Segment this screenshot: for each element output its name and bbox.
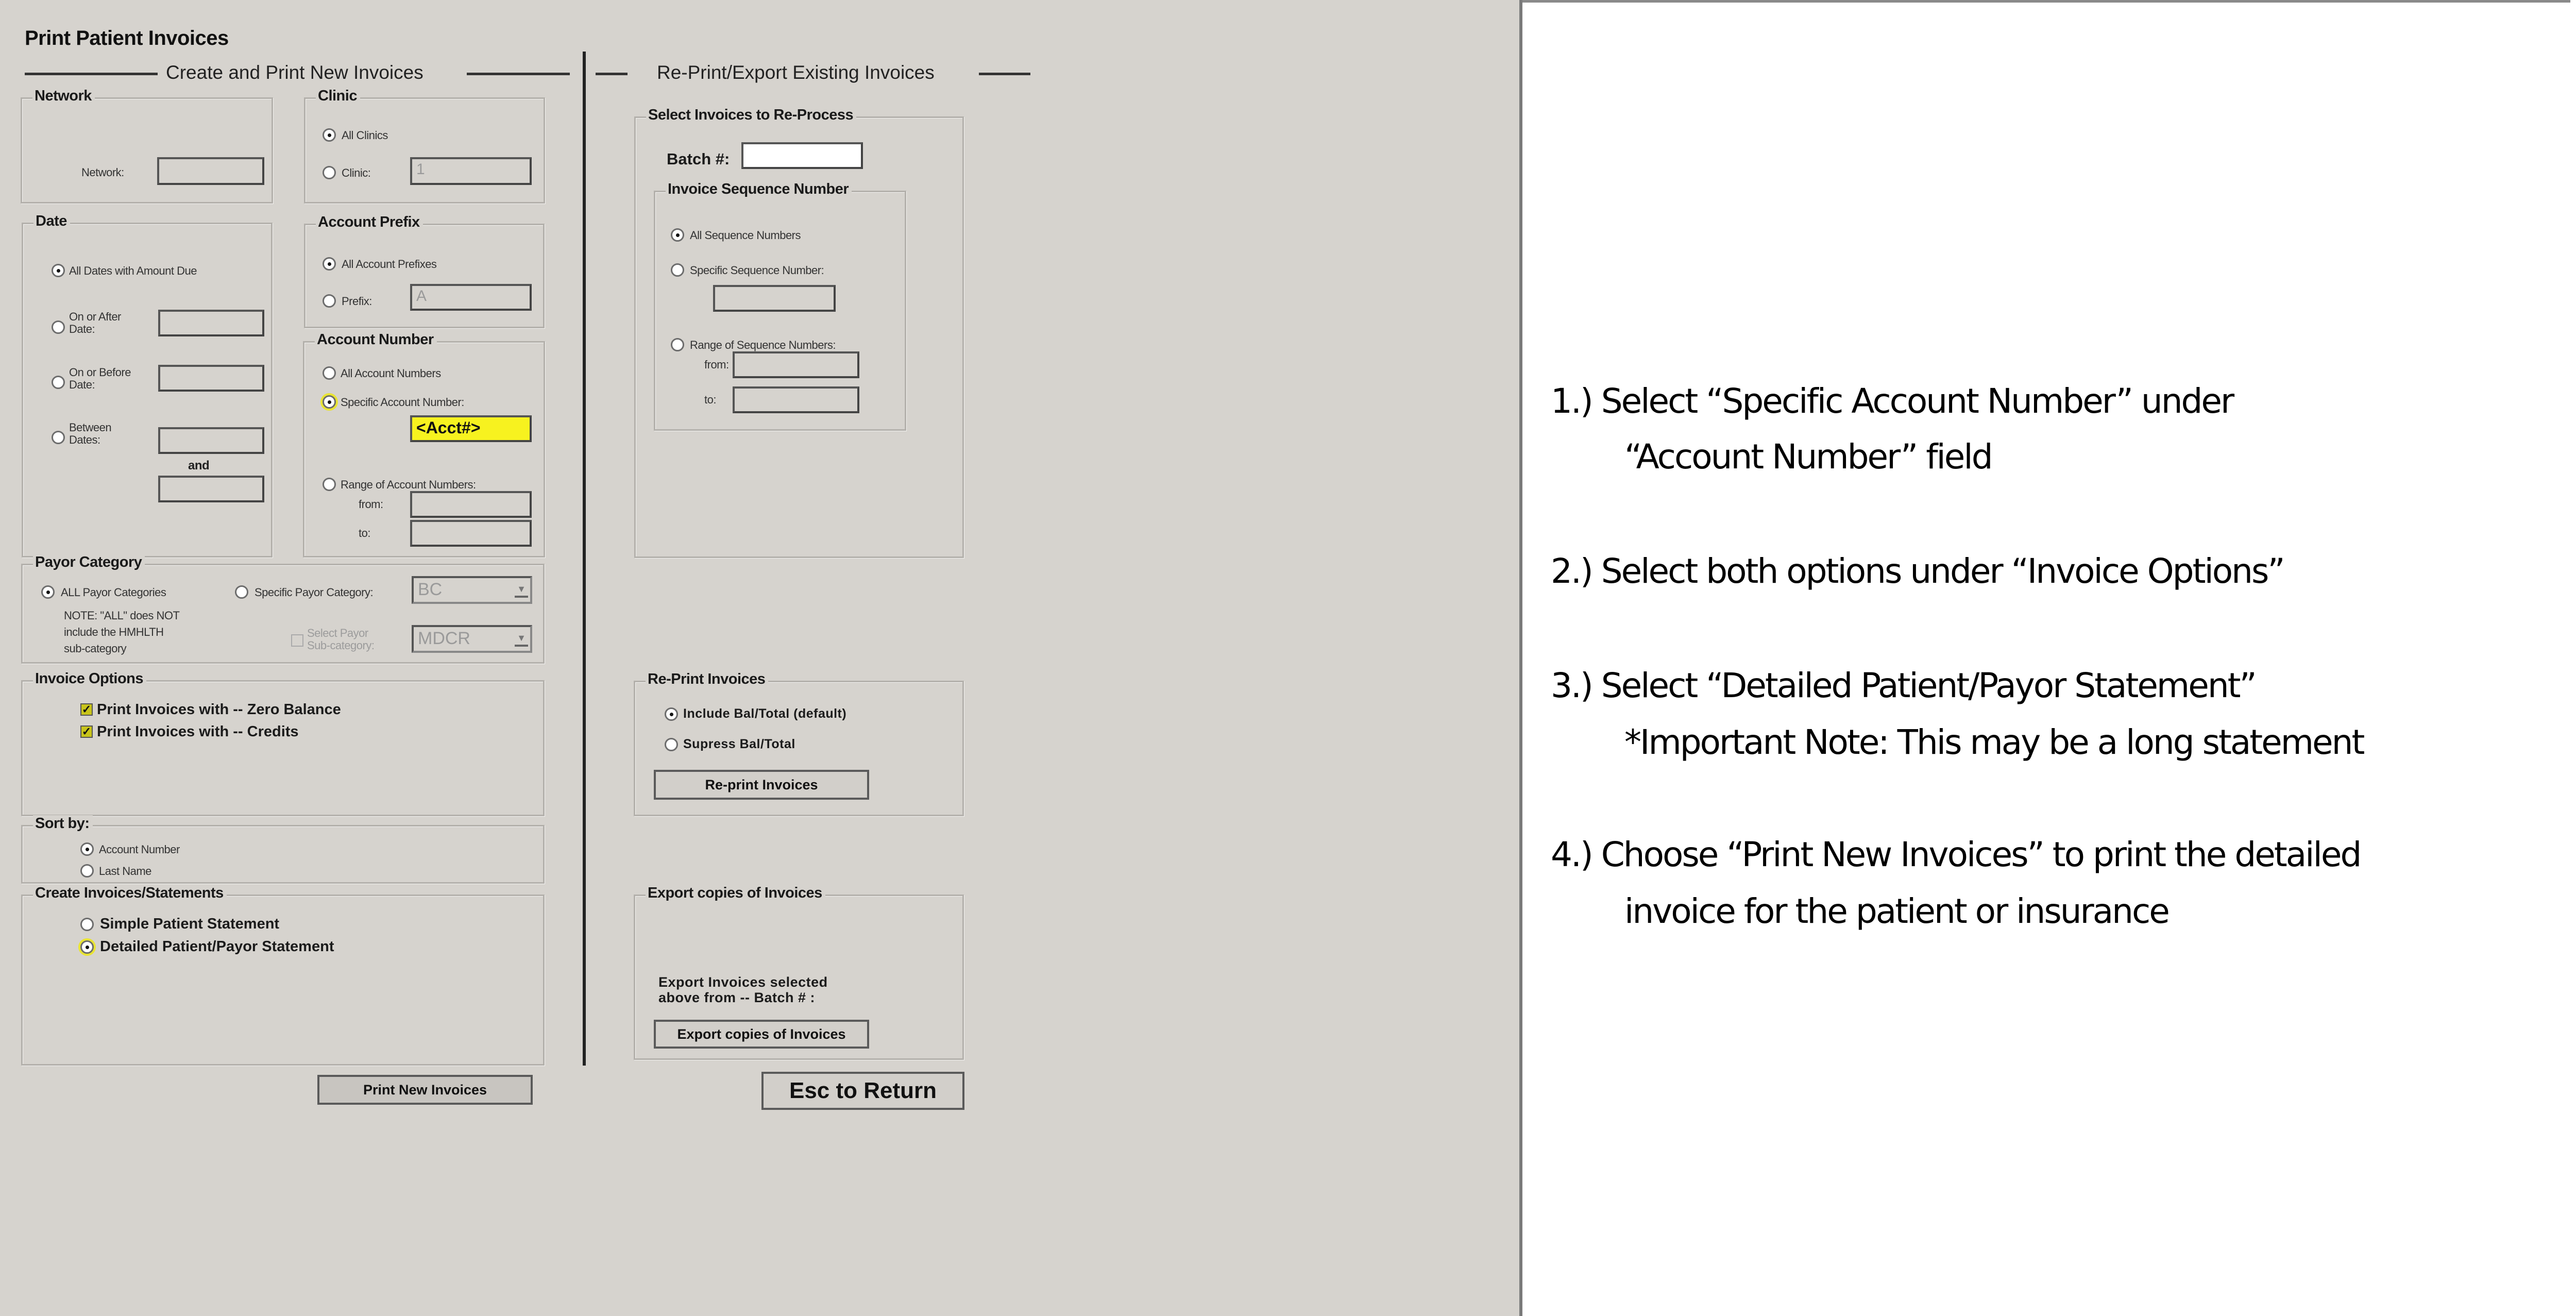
on-or-before-input[interactable] — [158, 365, 264, 392]
invoice-sequence-label: Invoice Sequence Number — [666, 181, 852, 198]
between-start-input[interactable] — [158, 427, 264, 454]
instruction-4-line-2: invoice for the patient or insurance — [1624, 891, 2168, 931]
on-or-after-label — [69, 311, 121, 335]
on-or-before-radio[interactable] — [52, 376, 65, 389]
sequence-to-label: to: — [704, 393, 716, 406]
prefix-radio-label: Prefix: — [342, 295, 372, 308]
specific-payor-category-radio[interactable] — [235, 585, 248, 599]
all-prefixes-label: All Account Prefixes — [342, 258, 437, 271]
range-account-numbers-radio[interactable] — [323, 478, 336, 491]
sort-by-group — [21, 815, 545, 884]
reprint-invoices-button[interactable]: Re-print Invoices — [654, 770, 869, 800]
account-from-input[interactable] — [410, 491, 532, 518]
detailed-statement-label: Detailed Patient/Payor Statement — [100, 938, 334, 955]
export-note-line2: above from -- Batch # : — [658, 990, 816, 1005]
instruction-3-line-2: *Important Note: This may be a long statement — [1624, 722, 2364, 762]
clinic-group — [304, 88, 545, 204]
sequence-from-label: from: — [704, 358, 729, 371]
all-dates-label: All Dates with Amount Due — [69, 264, 197, 277]
payor-subcategory-dropdown[interactable] — [412, 625, 532, 653]
all-prefixes-radio[interactable] — [323, 257, 336, 271]
create-statements-label: Create Invoices/Statements — [33, 885, 227, 902]
clinic-radio[interactable] — [323, 166, 336, 179]
invoice-options-group — [21, 670, 545, 816]
sequence-from-input[interactable] — [733, 351, 859, 378]
supress-bal-total-radio[interactable] — [665, 738, 678, 751]
simple-statement-radio[interactable] — [80, 918, 94, 931]
print-new-invoices-button[interactable]: Print New Invoices — [317, 1075, 533, 1105]
zero-balance-checkbox[interactable]: ✓ — [80, 703, 93, 716]
payor-category-group — [21, 554, 545, 664]
account-to-input[interactable] — [410, 520, 532, 547]
on-or-after-line1: On or After — [69, 310, 121, 323]
esc-to-return-button[interactable]: Esc to Return — [761, 1072, 964, 1110]
on-or-before-label — [69, 366, 131, 391]
network-input[interactable] — [157, 157, 264, 185]
payor-category-value: BC — [418, 580, 443, 599]
window-title: Print Patient Invoices — [25, 27, 229, 49]
account-prefix-label: Account Prefix — [316, 214, 423, 231]
supress-bal-total-label: Supress Bal/Total — [683, 737, 795, 751]
include-bal-total-label: Include Bal/Total (default) — [683, 706, 847, 721]
export-invoices-label: Export copies of Invoices — [646, 885, 825, 902]
payor-category-label: Payor Category — [33, 554, 145, 571]
instruction-1-line-2: “Account Number” field — [1624, 437, 1992, 477]
network-group — [21, 88, 273, 204]
on-or-after-radio[interactable] — [52, 320, 65, 334]
between-dates-label — [69, 421, 111, 446]
payor-note-line2: include the HMHLTH — [64, 626, 164, 638]
reprint-invoices-group — [634, 671, 964, 816]
detailed-statement-radio[interactable] — [80, 940, 94, 954]
and-label: and — [188, 459, 210, 473]
create-section-header: Create and Print New Invoices — [166, 62, 423, 83]
specific-sequence-label: Specific Sequence Number: — [690, 264, 824, 277]
account-number-label: Account Number — [315, 331, 437, 348]
all-account-numbers-radio[interactable] — [323, 366, 336, 380]
sub-label-line2: Sub-category: — [307, 639, 375, 652]
account-prefix-group — [304, 214, 545, 328]
all-payor-categories-radio[interactable] — [41, 585, 55, 599]
on-or-before-line2: Date: — [69, 378, 95, 391]
sort-account-number-radio[interactable] — [80, 842, 94, 856]
simple-statement-label: Simple Patient Statement — [100, 916, 280, 932]
payor-note — [64, 608, 179, 657]
include-bal-total-radio[interactable] — [665, 707, 678, 721]
specific-account-number-label: Specific Account Number: — [341, 396, 464, 409]
sub-label-line1: Select Payor — [307, 627, 368, 639]
account-to-label: to: — [359, 527, 370, 539]
prefix-input[interactable]: A — [410, 284, 532, 311]
sort-by-label: Sort by: — [33, 815, 93, 832]
slide-top-rule — [1522, 0, 2570, 3]
payor-note-line3: sub-category — [64, 642, 127, 655]
on-or-after-line2: Date: — [69, 323, 95, 335]
network-group-label: Network — [32, 88, 95, 105]
between-end-input[interactable] — [158, 476, 264, 502]
network-field-label: Network: — [81, 166, 124, 179]
export-note — [658, 974, 828, 1005]
specific-account-number-input[interactable]: <Acct#> — [410, 415, 532, 442]
range-sequence-radio[interactable] — [671, 338, 684, 351]
select-invoices-label: Select Invoices to Re-Process — [646, 107, 856, 124]
sequence-to-input[interactable] — [733, 386, 859, 413]
zero-balance-label: Print Invoices with -- Zero Balance — [97, 701, 341, 718]
section-divider — [583, 52, 586, 1066]
between-line2: Dates: — [69, 433, 100, 446]
invoice-options-label: Invoice Options — [33, 670, 146, 687]
reprint-invoices-label: Re-Print Invoices — [646, 671, 768, 688]
reprint-section-header: Re-Print/Export Existing Invoices — [657, 62, 935, 83]
credits-label: Print Invoices with -- Credits — [97, 723, 299, 740]
between-line1: Between — [69, 421, 112, 434]
instruction-2-line-1: 2.) Select both options under “Invoice Options” — [1551, 551, 2284, 591]
all-clinics-label: All Clinics — [342, 129, 388, 142]
all-sequence-radio[interactable] — [671, 228, 684, 242]
all-account-numbers-label: All Account Numbers — [341, 367, 441, 380]
batch-label: Batch #: — [667, 150, 730, 168]
export-invoices-group — [634, 885, 964, 1060]
header-rule-right — [467, 73, 570, 75]
on-or-before-line1: On or Before — [69, 366, 131, 379]
payor-note-line1: NOTE: "ALL" does NOT — [64, 609, 180, 622]
all-sequence-label: All Sequence Numbers — [690, 229, 801, 242]
specific-payor-category-label: Specific Payor Category: — [255, 586, 374, 599]
reprint-header-rule-right — [979, 73, 1030, 75]
range-account-numbers-label: Range of Account Numbers: — [341, 478, 476, 491]
chevron-down-icon: ▼ — [515, 580, 528, 598]
instruction-3-line-1: 3.) Select “Detailed Patient/Payor Statement” — [1551, 666, 2256, 705]
header-rule-left — [25, 73, 158, 75]
clinic-radio-label: Clinic: — [342, 166, 371, 179]
sort-account-number-label: Account Number — [99, 843, 180, 856]
between-dates-radio[interactable] — [52, 431, 65, 444]
payor-category-dropdown[interactable] — [412, 576, 532, 604]
invoice-sequence-group — [654, 181, 906, 431]
clinic-input[interactable]: 1 — [410, 157, 532, 185]
specific-account-number-radio[interactable] — [323, 395, 336, 409]
clinic-group-label: Clinic — [316, 88, 360, 105]
chevron-down-icon: ▼ — [515, 629, 528, 647]
date-group — [22, 213, 273, 558]
instruction-1-line-1: 1.) Select “Specific Account Number” under — [1551, 381, 2233, 421]
batch-input[interactable] — [741, 142, 863, 169]
specific-sequence-input[interactable] — [713, 285, 836, 312]
create-statements-group — [21, 885, 545, 1066]
payor-subcategory-label — [307, 627, 374, 652]
date-group-label: Date — [33, 213, 70, 230]
export-invoices-button[interactable]: Export copies of Invoices — [654, 1020, 869, 1049]
reprint-header-rule-left — [596, 73, 628, 75]
sort-last-name-label: Last Name — [99, 865, 151, 878]
credits-checkbox[interactable]: ✓ — [80, 726, 93, 738]
range-sequence-label: Range of Sequence Numbers: — [690, 339, 836, 351]
instruction-4-line-1: 4.) Choose “Print New Invoices” to print the detailed — [1551, 835, 2361, 874]
all-dates-radio[interactable] — [52, 264, 65, 277]
payor-subcategory-checkbox[interactable] — [291, 634, 303, 647]
sort-last-name-radio[interactable] — [80, 864, 94, 878]
prefix-radio[interactable] — [323, 294, 336, 308]
export-note-line1: Export Invoices selected — [658, 974, 828, 990]
account-from-label: from: — [359, 498, 383, 511]
account-number-group — [303, 331, 545, 558]
all-clinics-radio[interactable] — [323, 128, 336, 142]
on-or-after-input[interactable] — [158, 310, 264, 336]
specific-sequence-radio[interactable] — [671, 263, 684, 277]
payor-subcategory-value: MDCR — [418, 629, 470, 648]
select-invoices-group — [634, 107, 964, 558]
all-payor-categories-label: ALL Payor Categories — [61, 586, 166, 599]
